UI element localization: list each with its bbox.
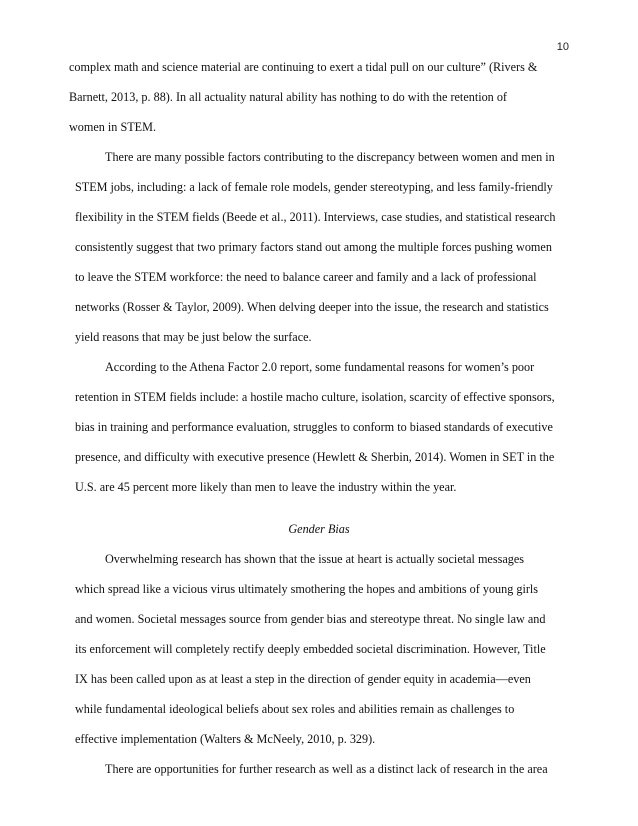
body-line: There are many possible factors contributing to the discrepancy between women and men in — [105, 150, 555, 164]
body-line: its enforcement will completely rectify deeply embedded societal discrimination. However, Title — [75, 642, 546, 656]
body-line: yield reasons that may be just below the surface. — [75, 330, 312, 344]
body-line: flexibility in the STEM fields (Beede et al., 2011). Interviews, case studies, and statistical research — [75, 210, 556, 224]
body-line: IX has been called upon as at least a step in the direction of gender equity in academia—even — [75, 672, 531, 686]
body-line: effective implementation (Walters & McNeely, 2010, p. 329). — [75, 732, 376, 746]
body-line: networks (Rosser & Taylor, 2009). When delving deeper into the issue, the research and statistics — [75, 300, 549, 314]
body-line: women in STEM. — [69, 120, 157, 134]
body-line: There are opportunities for further research as well as a distinct lack of research in the area — [105, 762, 548, 776]
page-number: 10 — [556, 41, 569, 53]
body-line: bias in training and performance evaluation, struggles to conform to biased standards of executive — [75, 420, 553, 434]
body-line: Overwhelming research has shown that the issue at heart is actually societal messages — [105, 552, 524, 566]
body-line: complex math and science material are continuing to exert a tidal pull on our culture” (Rivers & — [69, 60, 538, 74]
body-line: U.S. are 45 percent more likely than men to leave the industry within the year. — [75, 480, 457, 494]
body-line: to leave the STEM workforce: the need to balance career and family and a lack of professional — [75, 270, 537, 284]
body-line: and women. Societal messages source from gender bias and stereotype threat. No single law and — [75, 612, 546, 626]
body-line: while fundamental ideological beliefs about sex roles and abilities remain as challenges to — [75, 702, 515, 716]
body-line: consistently suggest that two primary factors stand out among the multiple forces pushing women — [75, 240, 552, 254]
body-line: Barnett, 2013, p. 88). In all actuality natural ability has nothing to do with the retention of — [69, 90, 507, 104]
body-line: presence, and difficulty with executive presence (Hewlett & Sherbin, 2014). Women in SET in the — [75, 450, 555, 464]
section-heading: Gender Bias — [288, 522, 350, 536]
body-line: retention in STEM fields include: a hostile macho culture, isolation, scarcity of effective sponsors, — [75, 390, 555, 404]
body-line: According to the Athena Factor 2.0 report, some fundamental reasons for women’s poor — [105, 360, 535, 374]
body-line: STEM jobs, including: a lack of female role models, gender stereotyping, and less family-friendly — [75, 180, 553, 194]
body-line: which spread like a vicious virus ultimately smothering the hopes and ambitions of young girls — [75, 582, 539, 596]
